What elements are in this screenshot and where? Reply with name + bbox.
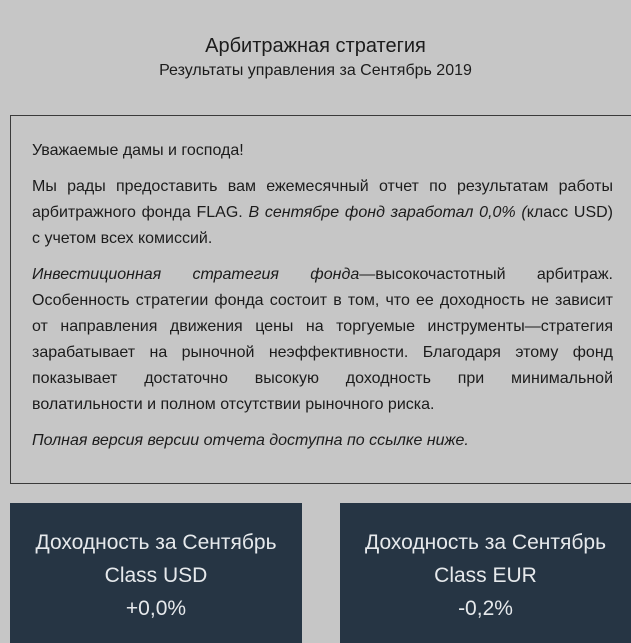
intro-paragraph (32, 174, 613, 252)
return-card-usd (10, 503, 302, 643)
return-card-eur (340, 503, 631, 643)
strategy-emphasis: Инвестиционная стратегия фонда (32, 266, 360, 283)
strategy-text: —высокочастотный арбитраж. Особенность стратегии фонда состоит в том, что ее доходность не зависит от направления движения цены на торгуемые инструменты—стратегия зарабатывает на рыночной неэффективности. Благодаря этому фонд показывает достаточно высокую доходность при минимальной волатильности и полном отсутствии рыночного риска. (32, 266, 614, 413)
full-version-note (32, 428, 613, 454)
intro-tail: класс USD) с учетом всех комиссий. (32, 204, 614, 247)
card-class: Class USD (104, 564, 208, 587)
report-title: Арбитражная стратегия (205, 35, 426, 57)
card-class: Class EUR (434, 564, 537, 587)
card-label: Доходность за Сентябрь (364, 531, 607, 554)
card-value: +0,0% (125, 597, 187, 620)
report-subtitle: Результаты управления за Сентябрь 2019 (159, 62, 472, 79)
card-label: Доходность за Сентябрь (35, 531, 277, 554)
intro-text: Мы рады предоставить вам ежемесячный отчет по результатам работы арбитражного фонда FLAG. (32, 178, 613, 221)
intro-emphasis: В сентябре фонд заработал 0,0% ( (248, 204, 527, 221)
strategy-paragraph (32, 262, 613, 418)
report-header (0, 34, 631, 81)
letter-box (10, 115, 631, 484)
greeting: Уважаемые дамы и господа! (32, 142, 244, 159)
card-value: -0,2% (458, 597, 513, 620)
full-version-text: Полная версия версии отчета доступна по ссылке ниже. (32, 432, 469, 449)
